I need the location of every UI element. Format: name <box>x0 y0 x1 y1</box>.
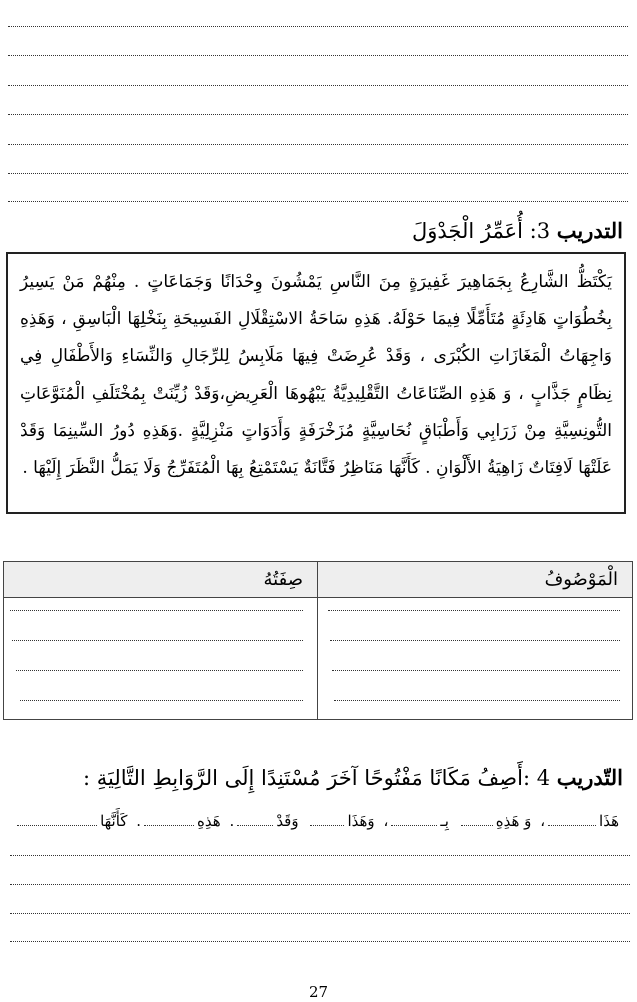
connector-punct: ، <box>540 812 546 830</box>
answer-line <box>8 114 628 115</box>
connector-item <box>540 812 619 830</box>
exercise-instruction: أُعَمِّرُ الْجَدْوَلَ <box>411 219 523 243</box>
answer-line[interactable] <box>20 700 303 701</box>
connector-word: هَذِهِ <box>197 812 221 830</box>
connector-item <box>136 812 220 830</box>
connector-word: وَ هَذِهِ <box>495 812 532 830</box>
described-adjective-table <box>3 561 633 720</box>
blank-fill[interactable] <box>391 825 437 826</box>
answer-line <box>8 173 628 174</box>
connector-word: كَأَنَّهَا <box>100 812 128 830</box>
connector-punct: ، <box>383 812 389 830</box>
connector-word: وَهَذَا <box>347 812 375 830</box>
connector-item <box>383 812 448 830</box>
answer-line[interactable] <box>330 640 620 641</box>
blank-fill[interactable] <box>310 825 344 826</box>
connector-words-row <box>14 812 619 830</box>
answer-line <box>8 55 628 56</box>
connector-punct: . <box>229 812 235 830</box>
blank-fill[interactable] <box>237 825 273 826</box>
blank-fill[interactable] <box>461 825 493 826</box>
answer-line[interactable] <box>332 670 620 671</box>
blank-fill[interactable] <box>548 825 596 826</box>
blank-fill[interactable] <box>17 825 97 826</box>
exercise-instruction: :أَصِفُ مَكَانًا مَفْتُوحًا آخَرَ مُسْتَنِدًا إِلَى الرَّوَابِطِ التَّالِيَةِ : <box>82 766 531 790</box>
described-column-header: الْمَوْصُوفُ <box>318 562 632 598</box>
answer-line[interactable] <box>10 913 630 914</box>
exercise-3-heading <box>412 218 623 244</box>
connector-punct: . <box>136 812 142 830</box>
blank-fill[interactable] <box>144 825 194 826</box>
reading-passage-box <box>6 252 626 514</box>
described-column <box>318 562 632 719</box>
answer-line[interactable] <box>10 610 303 611</box>
connector-item <box>230 812 299 830</box>
page-number: 27 <box>308 983 329 1001</box>
answer-line[interactable] <box>10 855 630 856</box>
answer-line <box>8 26 628 27</box>
answer-line[interactable] <box>10 941 630 942</box>
exercise-4-heading <box>83 765 623 791</box>
exercise-label: التّدريب <box>556 765 623 790</box>
reading-passage: يَكْتَظُّ الشَّارِعُ بِجَمَاهِيرَ غَفِيرَةٍ مِنَ النَّاسِ يَمْشُونَ وِحْدَانًا وَجَمَاعَاتٍ . مِنْهُمْ مَنْ يَسِيرُ بِخُطُوَاتٍ هَادِئَةٍ مُتَأَمِّلًا فِيمَا حَوْلَهُ. هَذِهِ سَاحَةُ الاسْتِقْلَالِ الفَسِيحَةِ بِنَخْلِهَا الْبَاسِقِ ، وَهَذِهِ وَاجِهَاتُ الْمَغَازَاتِ الكُبْرَى ، وَقَدْ عُرِضَتْ فِيهَا مَلَابِسُ لِلرِّجَالِ وَالنِّسَاءِ وَالأَطْفَالِ فِي نِظَامٍ جَذَّابٍ ، وَ هَذِهِ الصِّنَاعَاتُ التَّقْلِيدِيَّةُ يَبْهُوهَا الْعَرِيضِ،وَقَدْ زُيِّنَتْ بِمُخْتَلَفِ الْمُنَوَّعَاتِ التُّونِسِيَّةِ مِنْ زَرَابِي وَأَطْبَاقٍ نُحَاسِيَّةٍ مُزَخْرَفَةٍ وَأَدَوَاتٍ مَنْزِلِيَّةٍ .وَهَذِهِ دُورُ السِّينِمَا وَقَدْ عَلَتْهَا لَافِتَاتٌ زَاهِيَةُ الأَلْوَانِ . كَأَنَّهَا مَنَاظِرُ فَتَّانَةٌ يَسْتَمْتِعُ بِهَا الْمُتَفَرِّجُ وَلَا يَمَلُّ النَّظَرَ إِلَيْهَا . <box>20 272 612 479</box>
connector-word: هَذَا <box>599 812 619 830</box>
answer-line[interactable] <box>334 700 620 701</box>
exercise-label: التدريب <box>556 218 623 243</box>
exercise-number: 3: <box>529 219 551 243</box>
connector-item <box>307 812 374 830</box>
answer-line <box>8 201 628 202</box>
adjective-column-header: صِفَتُهُ <box>4 562 317 598</box>
answer-line[interactable] <box>12 640 303 641</box>
answer-line[interactable] <box>10 884 630 885</box>
adjective-column <box>4 562 318 719</box>
connector-item <box>14 812 127 830</box>
exercise-number: 4 <box>536 766 551 790</box>
answer-line[interactable] <box>328 610 620 611</box>
answer-line <box>8 144 628 145</box>
connector-item <box>458 812 532 830</box>
answer-line <box>8 85 628 86</box>
connector-word: بِـ <box>440 812 449 830</box>
connector-word: وَقَدْ <box>276 812 299 830</box>
answer-line[interactable] <box>16 670 303 671</box>
